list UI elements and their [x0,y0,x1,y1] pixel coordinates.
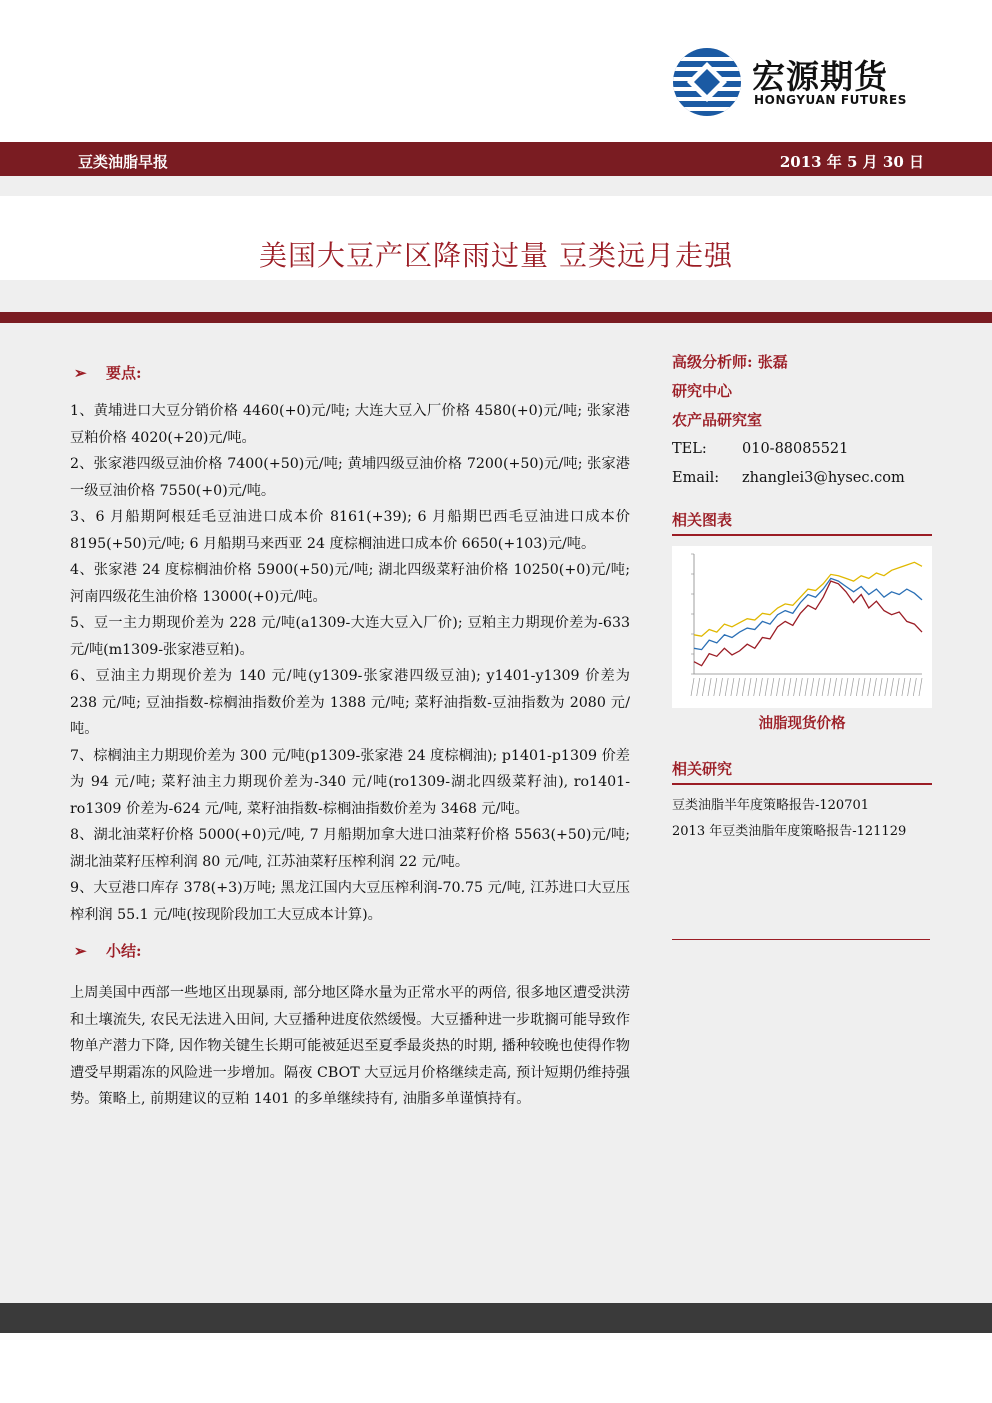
point-item: 3、6 月船期阿根廷毛豆油进口成本价 8161(+39); 6 月船期巴西毛豆油进口成本价 8195(+50)元/吨; 6 月船期马来西亚 24 度棕榈油进口成本价 6650(+103)元/吨。 [70,509,630,552]
points-heading [74,358,630,388]
research-link[interactable]: 豆类油脂半年度策略报告-120701 [672,798,870,813]
email-label: Email: [672,470,720,486]
point-item: 2、张家港四级豆油价格 7400(+50)元/吨; 黄埔四级豆油价格 7200(+50)元/吨; 张家港一级豆油价格 7550(+0)元/吨。 [70,456,630,499]
contact-email [672,464,932,493]
title-divider [0,312,992,323]
sidebar [672,348,932,940]
summary-heading-label: 小结: [106,942,142,960]
company-name-en: HONGYUAN FUTURES [754,93,907,107]
page-title: 美国大豆产区降雨过量 豆类远月走强 [259,239,733,272]
header-band [0,142,992,176]
sidebar-divider [672,939,930,940]
research-office: 农产品研究室 [672,411,763,429]
company-name-cn: 宏源期货 [752,57,888,96]
arrow-bullet-icon: ➢ [74,942,87,960]
research-box-title: 相关研究 [672,756,932,785]
chart-thumbnail [672,546,932,708]
point-item: 4、张家港 24 度棕榈油价格 5900(+50)元/吨; 湖北四级菜籽油价格 10250(+0)元/吨; 河南四级花生油价格 13000(+0)元/吨。 [70,562,630,605]
summary-text: 上周美国中西部一些地区出现暴雨, 部分地区降水量为正常水平的两倍, 很多地区遭受洪涝和土壤流失, 农民无法进入田间, 大豆播种进度依然缓慢。大豆播种进一步耽搁可能导致作物单产潜力下降, 因作物关键生长期可能被延迟至夏季最炎热的时期, 播种较晚也使得作物遭受早期霜冻的风险进一步增加。隔夜 CBOT 大豆远月价格继续走高, 预计短期仍维持强势。策略上, 前期建议的豆粕 1401 的多单继续持有, 油脂多单谨慎持有。 [70,985,630,1107]
analyst-name: 高级分析师: 张磊 [672,353,788,371]
point-item: 9、大豆港口库存 378(+3)万吨; 黑龙江国内大豆压榨利润-70.75 元/吨, 江苏进口大豆压榨利润 55.1 元/吨(按现阶段加工大豆成本计算)。 [70,880,630,923]
report-type: 豆类油脂早报 [78,153,169,171]
summary-heading [74,936,630,966]
report-date: 2013 年 5 月 30 日 [779,153,924,171]
point-item: 8、湖北油菜籽价格 5000(+0)元/吨, 7 月船期加拿大进口油菜籽价格 5563(+50)元/吨; 湖北油菜籽压榨利润 80 元/吨, 江苏油菜籽压榨利润 22 元/吨。 [70,827,630,870]
company-logo [672,47,922,117]
point-item: 6、豆油主力期现价差为 140 元/吨(y1309-张家港四级豆油); y1401-y1309 价差为 238 元/吨; 豆油指数-棕榈油指数价差为 1388 元/吨; 菜籽油指数-豆油指数为 2080 元/吨。 [70,668,630,737]
hongyuan-emblem-icon [672,47,742,117]
chart-caption: 油脂现货价格 [758,715,846,732]
price-chart [672,546,932,708]
page-bottom [0,1333,992,1403]
point-item: 5、豆一主力期现价差为 228 元/吨(a1309-大连大豆入厂价); 豆粕主力期现价差为-633 元/吨(m1309-张家港豆粕)。 [70,615,630,658]
email-value[interactable]: zhanglei3@hysec.com [742,470,905,486]
chart-box-title: 相关图表 [672,507,932,536]
research-link[interactable]: 2013 年豆类油脂年度策略报告-121129 [672,824,907,839]
point-item: 1、黄埔进口大豆分销价格 4460(+0)元/吨; 大连大豆入厂价格 4580(+0)元/吨; 张家港豆粕价格 4020(+20)元/吨。 [70,403,630,446]
footer-bar [0,1303,992,1333]
main-content [70,358,630,1113]
tel-value: 010-88085521 [742,441,849,457]
point-item: 7、棕榈油主力期现价差为 300 元/吨(p1309-张家港 24 度棕榈油); p1401-p1309 价差为 94 元/吨; 菜籽油主力期现价差为-340 元/吨(ro1309-湖北四级菜籽油), ro1401-ro1309 价差为-624 元/吨, 菜籽油指数-棕榈油指数价差为 3468 元/吨。 [70,747,630,817]
points-list [70,398,630,928]
research-center: 研究中心 [672,382,733,400]
points-heading-label: 要点: [106,364,142,382]
contact-tel [672,435,932,464]
tel-label: TEL: [672,441,707,457]
arrow-bullet-icon: ➢ [74,364,87,382]
